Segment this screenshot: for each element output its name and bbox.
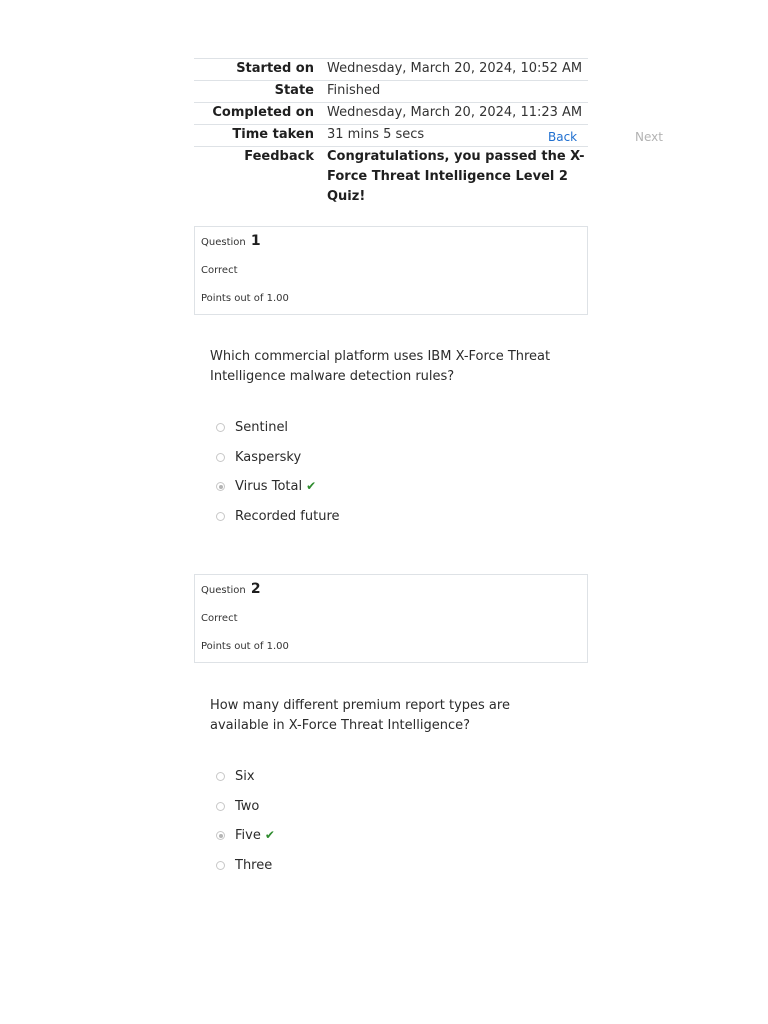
summary-row-state xyxy=(194,81,588,103)
feedback-text: Congratulations, you passed the X-Force Threat Intelligence Level 2 Quiz! xyxy=(327,149,585,204)
back-link[interactable]: Back xyxy=(548,130,578,144)
answer-option[interactable] xyxy=(216,769,556,799)
summary-value: Wednesday, March 20, 2024, 10:52 AM xyxy=(327,61,583,76)
summary-row-completed xyxy=(194,103,588,125)
quiz-summary-table xyxy=(194,58,588,209)
question-info-box xyxy=(194,226,588,315)
answer-label: Two xyxy=(235,798,260,814)
answer-option[interactable] xyxy=(216,799,556,829)
answer-label: Six xyxy=(235,769,255,784)
answer-label: Three xyxy=(235,857,273,873)
question-grade: Points out of 1.00 xyxy=(201,293,289,304)
answer-label: Recorded future xyxy=(235,508,340,524)
summary-value: Finished xyxy=(327,83,381,98)
answer-option[interactable] xyxy=(216,858,556,888)
radio-button-selected[interactable] xyxy=(216,482,225,491)
answer-label: Kaspersky xyxy=(235,449,302,465)
answer-option-selected[interactable] xyxy=(216,828,556,858)
question-grade: Points out of 1.00 xyxy=(201,641,289,652)
answer-option[interactable] xyxy=(216,420,556,450)
summary-label: Time taken xyxy=(232,127,314,142)
summary-label: State xyxy=(274,83,314,98)
answer-option[interactable] xyxy=(216,509,556,539)
answer-list xyxy=(216,420,556,538)
summary-row-started xyxy=(194,59,588,81)
question-number-value: 2 xyxy=(250,581,261,597)
question-prefix: Question xyxy=(201,585,246,596)
radio-button-selected[interactable] xyxy=(216,831,225,840)
question-number-value: 1 xyxy=(250,233,261,249)
summary-label: Started on xyxy=(236,61,314,76)
question-state: Correct xyxy=(201,265,238,276)
radio-button[interactable] xyxy=(216,512,225,521)
question-number xyxy=(201,233,261,249)
correct-check-icon: ✔ xyxy=(306,479,317,493)
answer-option-selected[interactable] xyxy=(216,479,556,509)
next-link-disabled: Next xyxy=(635,130,663,144)
answer-option[interactable] xyxy=(216,450,556,480)
radio-button[interactable] xyxy=(216,772,225,781)
question-state: Correct xyxy=(201,613,238,624)
summary-label: Feedback xyxy=(244,149,314,164)
radio-button[interactable] xyxy=(216,861,225,870)
summary-value: 31 mins 5 secs xyxy=(327,127,425,142)
radio-button[interactable] xyxy=(216,453,225,462)
summary-label: Completed on xyxy=(212,105,314,120)
question-number xyxy=(201,581,261,597)
question-prefix: Question xyxy=(201,237,246,248)
answer-label: Virus Total xyxy=(235,479,303,494)
question-text: Which commercial platform uses IBM X-Force Threat Intelligence malware detection rules? xyxy=(210,349,551,384)
summary-value: Wednesday, March 20, 2024, 11:23 AM xyxy=(327,105,583,120)
question-text: How many different premium report types are available in X-Force Threat Intelligence? xyxy=(210,698,510,733)
correct-check-icon: ✔ xyxy=(264,828,275,842)
question-info-box xyxy=(194,574,588,663)
answer-label: Five xyxy=(235,828,261,843)
radio-button[interactable] xyxy=(216,423,225,432)
answer-label: Sentinel xyxy=(235,420,289,435)
answer-list xyxy=(216,769,556,887)
summary-row-time-taken xyxy=(194,125,588,147)
radio-button[interactable] xyxy=(216,802,225,811)
summary-row-feedback xyxy=(194,147,588,210)
